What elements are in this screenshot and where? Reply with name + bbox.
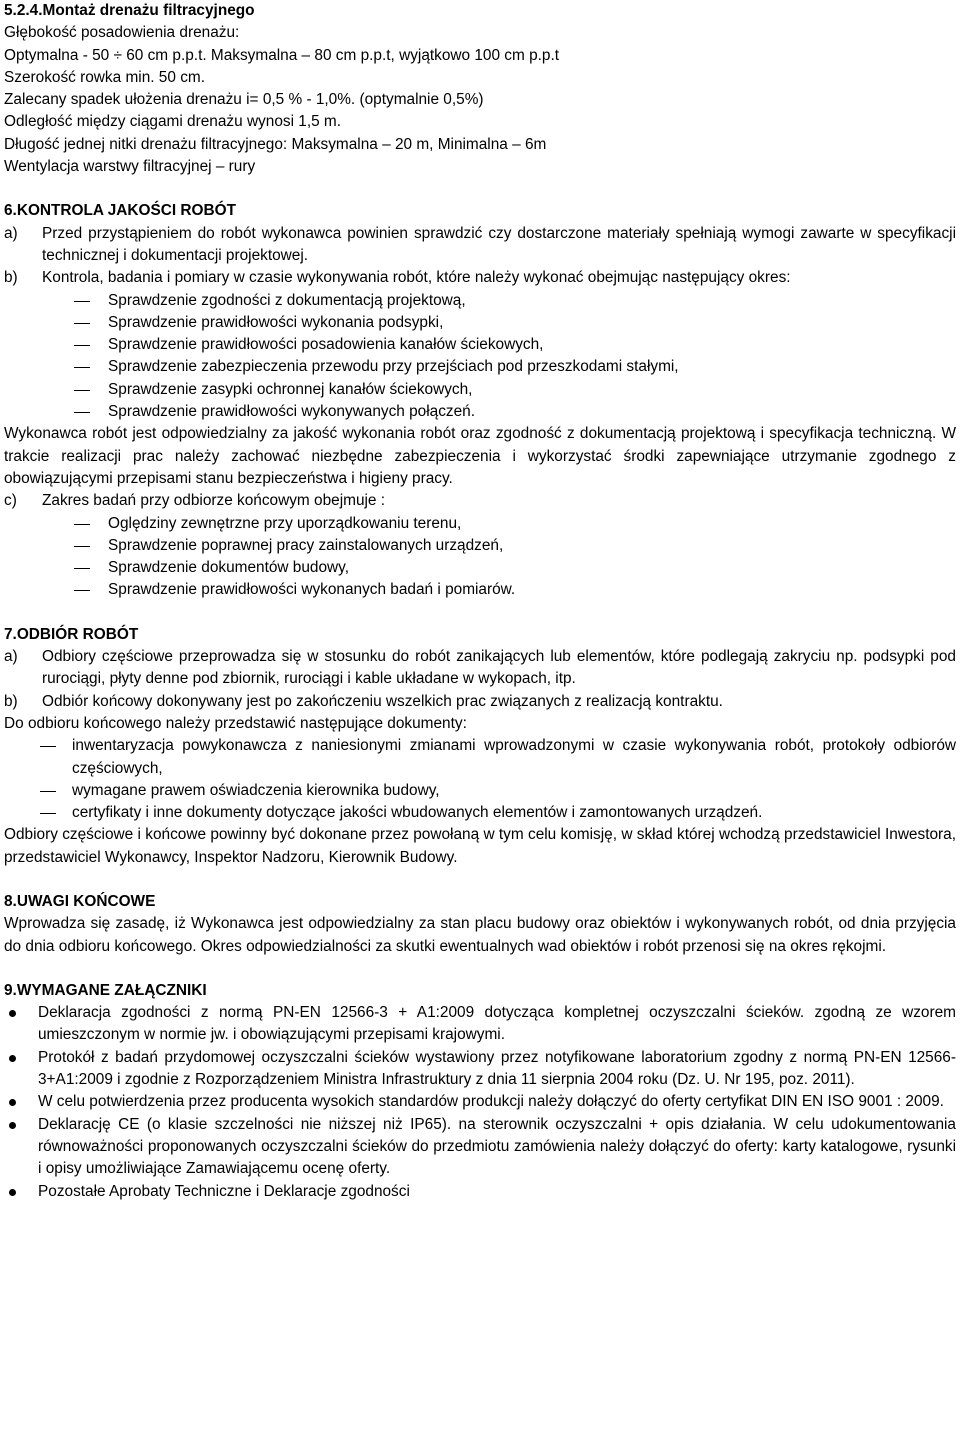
item-text: Przed przystąpieniem do robót wykonawca powinien sprawdzić czy dostarczone materiały spełniają wymogi zawarte w specyfikacji technicznej i dokumentacji projektowej. xyxy=(42,224,956,264)
dash-icon xyxy=(4,735,72,780)
s7-item-b xyxy=(4,691,956,713)
dash-icon xyxy=(4,356,108,378)
item-label: a) xyxy=(4,648,18,666)
dash-icon xyxy=(4,401,108,423)
bullet-list-item: Protokół z badań przydomowej oczyszczalni ścieków wystawiony przez notyfikowane laboratorium zgodny z normą PN-EN 12566-3+A1:2009 i zgodnie z Rozporządzeniem Ministra Infrastruktury z dnia 11 sierpnia 2004 roku (Dz. U. Nr 195, poz. 2011). xyxy=(4,1047,956,1092)
item-label: b) xyxy=(4,269,18,287)
bullet-list-item: Deklarację CE (o klasie szczelności nie niższej niż IP65). na sterownik oczyszczalni + opis działania. W celu udokumentowania równoważności proponowanych oczyszczalni ścieków do przedmiotu zamówienia należy dołączyć do oferty: karty katalogowe, rysunki i opisy umożliwiające Zamawiającemu ocenę oferty. xyxy=(4,1114,956,1181)
item-text: Odbiory częściowe przeprowadza się w stosunku do robót zanikających lub elementów, które podlegają zakryciu np. podsypki pod rurociągi, płyty denne pod zbiornik, rurociągi i kable układane w wykopach, itp. xyxy=(42,648,956,688)
dash-icon xyxy=(4,535,108,557)
dash-list-item: Sprawdzenie prawidłowości wykonanych badań i pomiarów. xyxy=(4,579,956,601)
bullet-icon xyxy=(4,1114,38,1181)
section-7-title: 7.ODBIÓR ROBÓT xyxy=(4,625,139,643)
dash-icon xyxy=(4,780,72,802)
section-9-title: 9.WYMAGANE ZAŁĄCZNIKI xyxy=(4,981,207,999)
bullet-icon xyxy=(4,1091,38,1113)
s6-paragraph: Wykonawca robót jest odpowiedzialny za jakość wykonania robót oraz zgodność z dokumentacją projektową i specyfikacja techniczną. W trakcie realizacji prac należy zachować niezbędne zabezpieczenia i wykorzystać środki zapewniające utrzymanie zgodnego z obowiązującymi przepisami stanu bezpieczeństwa i higieny pracy. xyxy=(4,425,956,487)
item-text: Zakres badań przy odbiorze końcowym obejmuje : xyxy=(42,492,386,510)
dash-icon xyxy=(4,312,108,334)
dash-list-item: Sprawdzenie prawidłowości posadowienia kanałów ściekowych, xyxy=(4,334,956,356)
item-text: Odbiór końcowy dokonywany jest po zakończeniu wszelkich prac związanych z realizacją kontraktu. xyxy=(42,692,723,710)
dash-icon xyxy=(4,557,108,579)
s7-docs-intro: Do odbioru końcowego należy przedstawić następujące dokumenty: xyxy=(4,714,467,732)
item-label: a) xyxy=(4,224,18,242)
section-5-2-4-title: 5.2.4.Montaż drenażu filtracyjnego xyxy=(4,2,255,19)
bullet-icon xyxy=(4,1047,38,1092)
section-8-title: 8.UWAGI KOŃCOWE xyxy=(4,892,156,910)
bullet-icon xyxy=(4,1181,38,1203)
dash-icon xyxy=(4,334,108,356)
dash-icon xyxy=(4,379,108,401)
bullet-list-item: W celu potwierdzenia przez producenta wysokich standardów produkcji należy dołączyć do oferty certyfikat DIN EN ISO 9001 : 2009. xyxy=(4,1091,956,1113)
dash-list-item: Oględziny zewnętrzne przy uporządkowaniu terenu, xyxy=(4,513,956,535)
s524-line: Szerokość rowka min. 50 cm. xyxy=(4,68,205,86)
s524-line: Wentylacja warstwy filtracyjnej – rury xyxy=(4,158,256,176)
dash-list-item: inwentaryzacja powykonawcza z naniesionymi zmianami wprowadzonymi w czasie wykonywania robót, protokoły odbiorów częściowych, xyxy=(4,735,956,780)
dash-list-item: Sprawdzenie prawidłowości wykonywanych połączeń. xyxy=(4,401,956,423)
dash-icon xyxy=(4,513,108,535)
s7-item-a xyxy=(4,646,956,691)
s7-paragraph: Odbiory częściowe i końcowe powinny być dokonane przez powołaną w tym celu komisję, w skład której wchodzą przedstawiciel Inwestora, przedstawiciel Wykonawcy, Inspektor Nadzoru, Kierownik Budowy. xyxy=(4,826,956,866)
dash-list-item: Sprawdzenie zabezpieczenia przewodu przy przejściach pod przeszkodami stałymi, xyxy=(4,356,956,378)
dash-icon xyxy=(4,579,108,601)
s6-item-c xyxy=(4,490,956,512)
dash-list-item: Sprawdzenie poprawnej pracy zainstalowanych urządzeń, xyxy=(4,535,956,557)
item-text: Kontrola, badania i pomiary w czasie wykonywania robót, które należy wykonać obejmując następujący okres: xyxy=(42,269,791,287)
dash-icon xyxy=(4,290,108,312)
s6-item-b xyxy=(4,267,956,289)
dash-list-item: certyfikaty i inne dokumenty dotyczące jakości wbudowanych elementów i zamontowanych urządzeń. xyxy=(4,802,956,824)
s524-line: Głębokość posadowienia drenażu: xyxy=(4,24,240,42)
bullet-list-item: Deklaracja zgodności z normą PN-EN 12566-3 + A1:2009 dotycząca kompletnej oczyszczalni ścieków. zgodną ze wzorem umieszczonym w normie jw. i obowiązującymi przepisami krajowymi. xyxy=(4,1002,956,1047)
bullet-list-item: Pozostałe Aprobaty Techniczne i Deklaracje zgodności xyxy=(4,1181,956,1203)
section-6-title: 6.KONTROLA JAKOŚCI ROBÓT xyxy=(4,202,237,220)
s8-paragraph: Wprowadza się zasadę, iż Wykonawca jest odpowiedzialny za stan placu budowy oraz obiektów i wykonywanych robót, od dnia przyjęcia do dnia odbioru końcowego. Okres odpowiedzialności za skutki ewentualnych wad obiektów i robót przenosi się na okres rękojmi. xyxy=(4,915,956,955)
dash-list-item: wymagane prawem oświadczenia kierownika budowy, xyxy=(4,780,956,802)
dash-list-item: Sprawdzenie dokumentów budowy, xyxy=(4,557,956,579)
s524-line: Optymalna - 50 ÷ 60 cm p.p.t. Maksymalna – 80 cm p.p.t, wyjątkowo 100 cm p.p.t xyxy=(4,46,560,64)
item-label: c) xyxy=(4,492,17,510)
dash-list-item: Sprawdzenie zgodności z dokumentacją projektową, xyxy=(4,290,956,312)
dash-list-item: Sprawdzenie zasypki ochronnej kanałów ściekowych, xyxy=(4,379,956,401)
item-label: b) xyxy=(4,692,18,710)
bullet-icon xyxy=(4,1002,38,1047)
dash-list-item: Sprawdzenie prawidłowości wykonania podsypki, xyxy=(4,312,956,334)
s524-line: Odległość między ciągami drenażu wynosi 1,5 m. xyxy=(4,113,342,131)
s524-line: Długość jednej nitki drenażu filtracyjnego: Maksymalna – 20 m, Minimalna – 6m xyxy=(4,135,547,153)
dash-icon xyxy=(4,802,72,824)
s6-item-a xyxy=(4,223,956,268)
s524-line: Zalecany spadek ułożenia drenażu i= 0,5 % - 1,0%. (optymalnie 0,5%) xyxy=(4,91,484,109)
